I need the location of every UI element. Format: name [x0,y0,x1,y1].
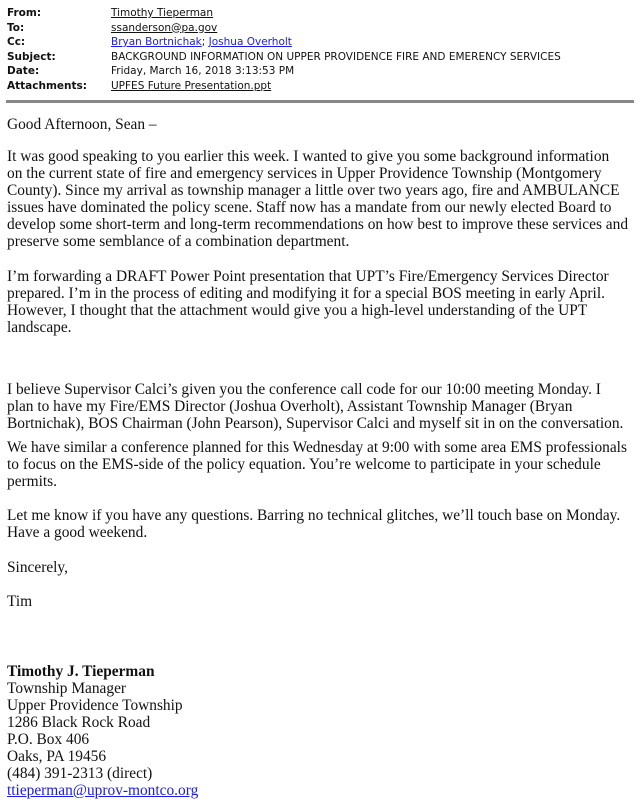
greeting: Good Afternoon, Sean – [7,116,157,133]
text-line: permits. [7,473,58,490]
text-line: issues have dominated the policy scene. Staff now has a mandate from our newly elected Board to [7,199,612,216]
text-line: (484) 391-2313 (direct) [7,765,153,782]
text-line: Bortnichak), BOS Chairman (John Pearson), Supervisor Calci and myself sit in on the conversation. [7,415,624,432]
text-line: Oaks, PA 19456 [7,748,107,765]
to-label: To: [7,21,25,34]
text-line: Township Manager [7,680,127,697]
cc-link[interactable]: Bryan Bortnichak [111,36,202,48]
from-link[interactable]: Timothy Tieperman [111,7,214,19]
cc-value [111,35,292,50]
attachments-label: Attachments: [7,79,87,92]
from-label: From: [7,7,42,19]
date-label: Date: [7,65,40,77]
paragraph-3 [7,381,623,432]
text-line: County). Since my arrival as township manager a little over two years ago, fire and AMBULANCE [7,182,620,199]
date-value: Friday, March 16, 2018 3:13:53 PM [111,65,295,77]
cc-label: Cc: [7,36,26,48]
signature-email-link[interactable]: ttieperman@uprov-montco.org [7,782,199,799]
text-line: It was good speaking to you earlier this week. I wanted to give you some background information [7,148,610,165]
signoff: Tim [7,593,33,610]
text-line: Let me know if you have any questions. Barring no technical glitches, we’ll touch base on Monday. [7,507,621,524]
text-line: I’m forwarding a DRAFT Power Point presentation that UPT’s Fire/Emergency Services Director [7,268,609,285]
signature [7,663,198,799]
header-divider [6,100,634,103]
paragraph-2 [7,268,609,336]
text-line: Upper Providence Township [7,697,183,714]
signature-lines [7,680,198,782]
text-line: to focus on the EMS-side of the policy equation. You’re welcome to participate in your schedule [7,456,601,473]
text-line: prepared. I’m in the process of editing and modifying it for a special BOS meeting in early April. [7,285,605,302]
text-line: I believe Supervisor Calci’s given you the conference call code for our 10:00 meeting Monday. I [7,381,601,398]
subject-value: BACKGROUND INFORMATION ON UPPER PROVIDENCE FIRE AND EMERENCY SERVICES [111,50,561,63]
text-line: preserve some semblance of a combination department. [7,233,350,250]
closing: Sincerely, [7,559,68,576]
text-line: 1286 Black Rock Road [7,714,151,731]
paragraph-4 [7,439,627,490]
cc-separator: ; [201,36,209,48]
text-line: Have a good weekend. [7,524,148,541]
text-line: plan to have my Fire/EMS Director (Joshua Overholt), Assistant Township Manager (Bryan [7,398,573,415]
text-line: P.O. Box 406 [7,731,90,748]
cc-link[interactable]: Joshua Overholt [208,36,292,48]
to-link[interactable]: ssanderson@pa.gov [111,21,218,34]
text-line: landscape. [7,319,72,336]
paragraph-1 [7,148,628,250]
subject-label: Subject: [7,50,56,63]
attachment-link[interactable]: UPFES Future Presentation.ppt [111,79,272,92]
text-line: However, I thought that the attachment would give you a high-level understanding of the UPT [7,302,588,319]
signature-name: Timothy J. Tieperman [7,663,155,680]
paragraph-5 [7,507,620,541]
text-line: We have similar a conference planned for this Wednesday at 9:00 with some area EMS professionals [7,439,627,456]
text-line: develop some short-term and long-term recommendations on how best to improve these services and [7,216,629,233]
text-line: on the current state of fire and emergency services in Upper Providence Township (Montgomery [7,165,602,182]
